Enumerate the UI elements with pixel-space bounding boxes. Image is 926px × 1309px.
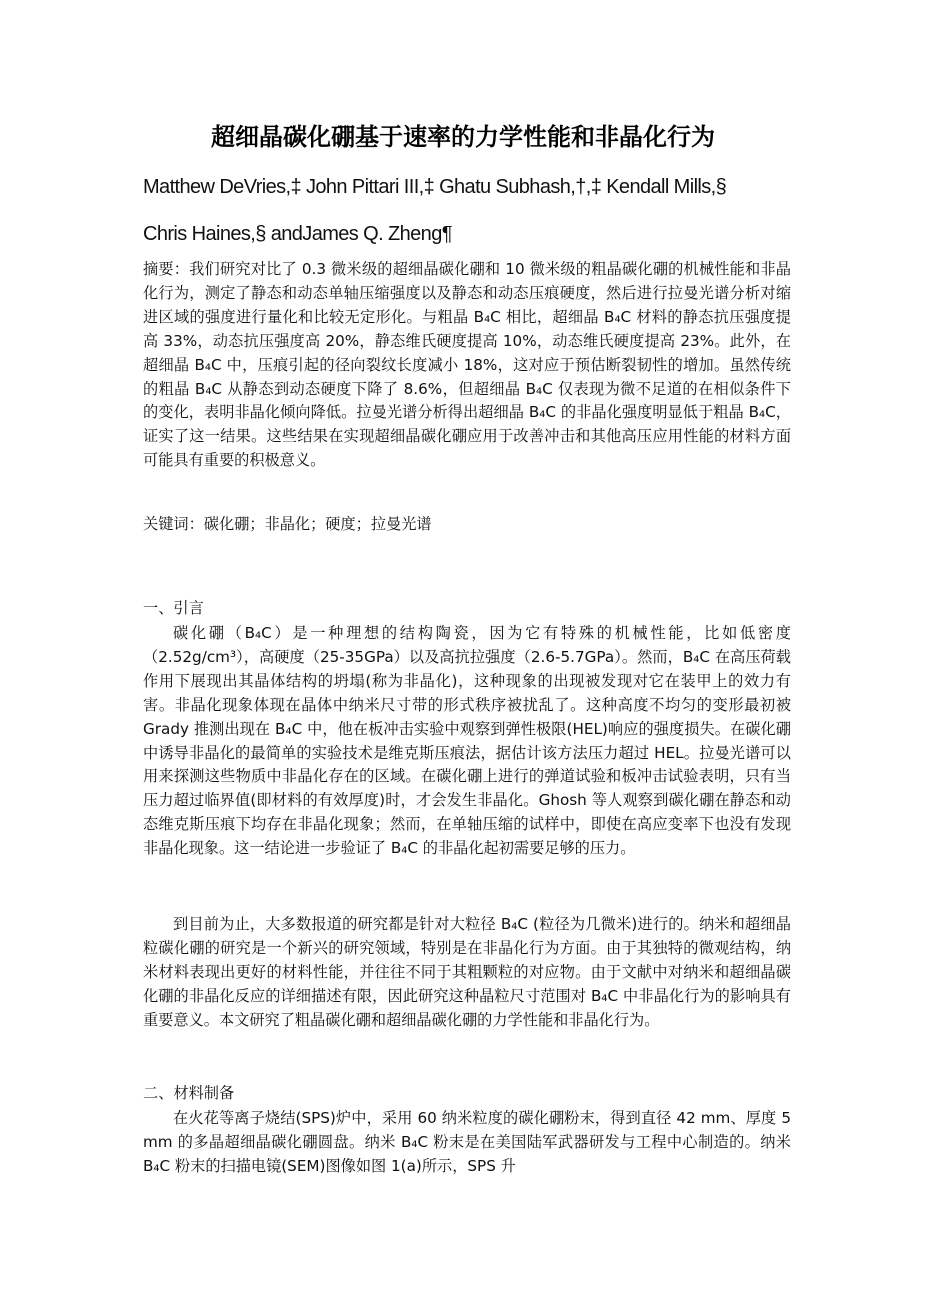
materials-paragraph-1: 在火花等离子烧结(SPS)炉中，采用 60 纳米粒度的碳化硼粉末，得到直径 42 mm、厚度 5 mm 的多晶超细晶碳化硼圆盘。纳米 B₄C 粉末是在美国陆军武器研发与工程中心制造的。纳米 B₄C 粉末的扫描电镜(SEM)图像如图 1(a)所示，SPS 升 [143,1109,791,1175]
author-list-line-2: Chris Haines,§ andJames Q. Zheng¶ [143,223,452,245]
author-list-line-1: Matthew DeVries,‡ John Pittari III,‡ Ghatu Subhash,†,‡ Kendall Mills,§ [143,176,727,198]
keywords: 关键词：碳化硼；非晶化；硬度；拉曼光谱 [143,515,432,533]
paper-title: 超细晶碳化硼基于速率的力学性能和非晶化行为 [211,122,715,151]
abstract: 摘要：我们研究对比了 0.3 微米级的超细晶碳化硼和 10 微米级的粗晶碳化硼的机械性能和非晶化行为，测定了静态和动态单轴压缩强度以及静态和动态压痕硬度，然后进行拉曼光谱分析对缩进区域的强度进行量化和比较无定形化。与粗晶 B₄C 相比，超细晶 B₄C 材料的静态抗压强度提高 33%，动态抗压强度高 20%，静态维氏硬度提高 10%，动态维氏硬度提高 23%。此外，在超细晶 B₄C 中，压痕引起的径向裂纹长度减小 18%，这对应于预估断裂韧性的增加。虽然传统的粗晶 B₄C 从静态到动态硬度下降了 8.6%，但超细晶 B₄C 仅表现为微不足道的在相似条件下的变化，表明非晶化倾向降低。拉曼光谱分析得出超细晶 B₄C 的非晶化强度明显低于粗晶 B₄C，证实了这一结果。这些结果在实现超细晶碳化硼应用于改善冲击和其他高压应用性能的材料方面可能具有重要的积极意义。 [143,260,791,470]
introduction-paragraph-2: 到目前为止，大多数报道的研究都是针对大粒径 B₄C (粒径为几微米)进行的。纳米和超细晶粒碳化硼的研究是一个新兴的研究领域，特别是在非晶化行为方面。由于其独特的微观结构，纳米材料表现出更好的材料性能，并往往不同于其粗颗粒的对应物。由于文献中对纳米和超细晶碳化硼的非晶化反应的详细描述有限，因此研究这种晶粒尺寸范围对 B₄C 中非晶化行为的影响具有重要意义。本文研究了粗晶碳化硼和超细晶碳化硼的力学性能和非晶化行为。 [143,915,791,1029]
introduction-paragraph-1: 碳化硼（B₄C）是一种理想的结构陶瓷，因为它有特殊的机械性能，比如低密度（2.52g/cm³），高硬度（25-35GPa）以及高抗拉强度（2.6-5.7GPa）。然而，B₄C 在高压荷载作用下展现出其晶体结构的坍塌(称为非晶化)，这种现象的出现被发现对它在装甲上的效力有害。非晶化现象体现在晶体中纳米尺寸带的形式秩序被扰乱了。这种高度不均匀的变形最初被 Grady 推测出现在 B₄C 中，他在板冲击实验中观察到弹性极限(HEL)响应的强度损失。在碳化硼中诱导非晶化的最简单的实验技术是维克斯压痕法，据估计该方法压力超过 HEL。拉曼光谱可以用来探测这些物质中非晶化存在的区域。在碳化硼上进行的弹道试验和板冲击试验表明，只有当压力超过临界值(即材料的有效厚度)时，才会发生非晶化。Ghosh 等人观察到碳化硼在静态和动态维克斯压痕下均存在非晶化现象；然而，在单轴压缩的试样中，即使在高应变率下也没有发现非晶化现象。这一结论进一步验证了 B₄C 的非晶化起初需要足够的压力。 [143,624,791,858]
section-heading-introduction: 一、引言 [143,599,204,617]
section-heading-materials: 二、材料制备 [143,1084,235,1102]
